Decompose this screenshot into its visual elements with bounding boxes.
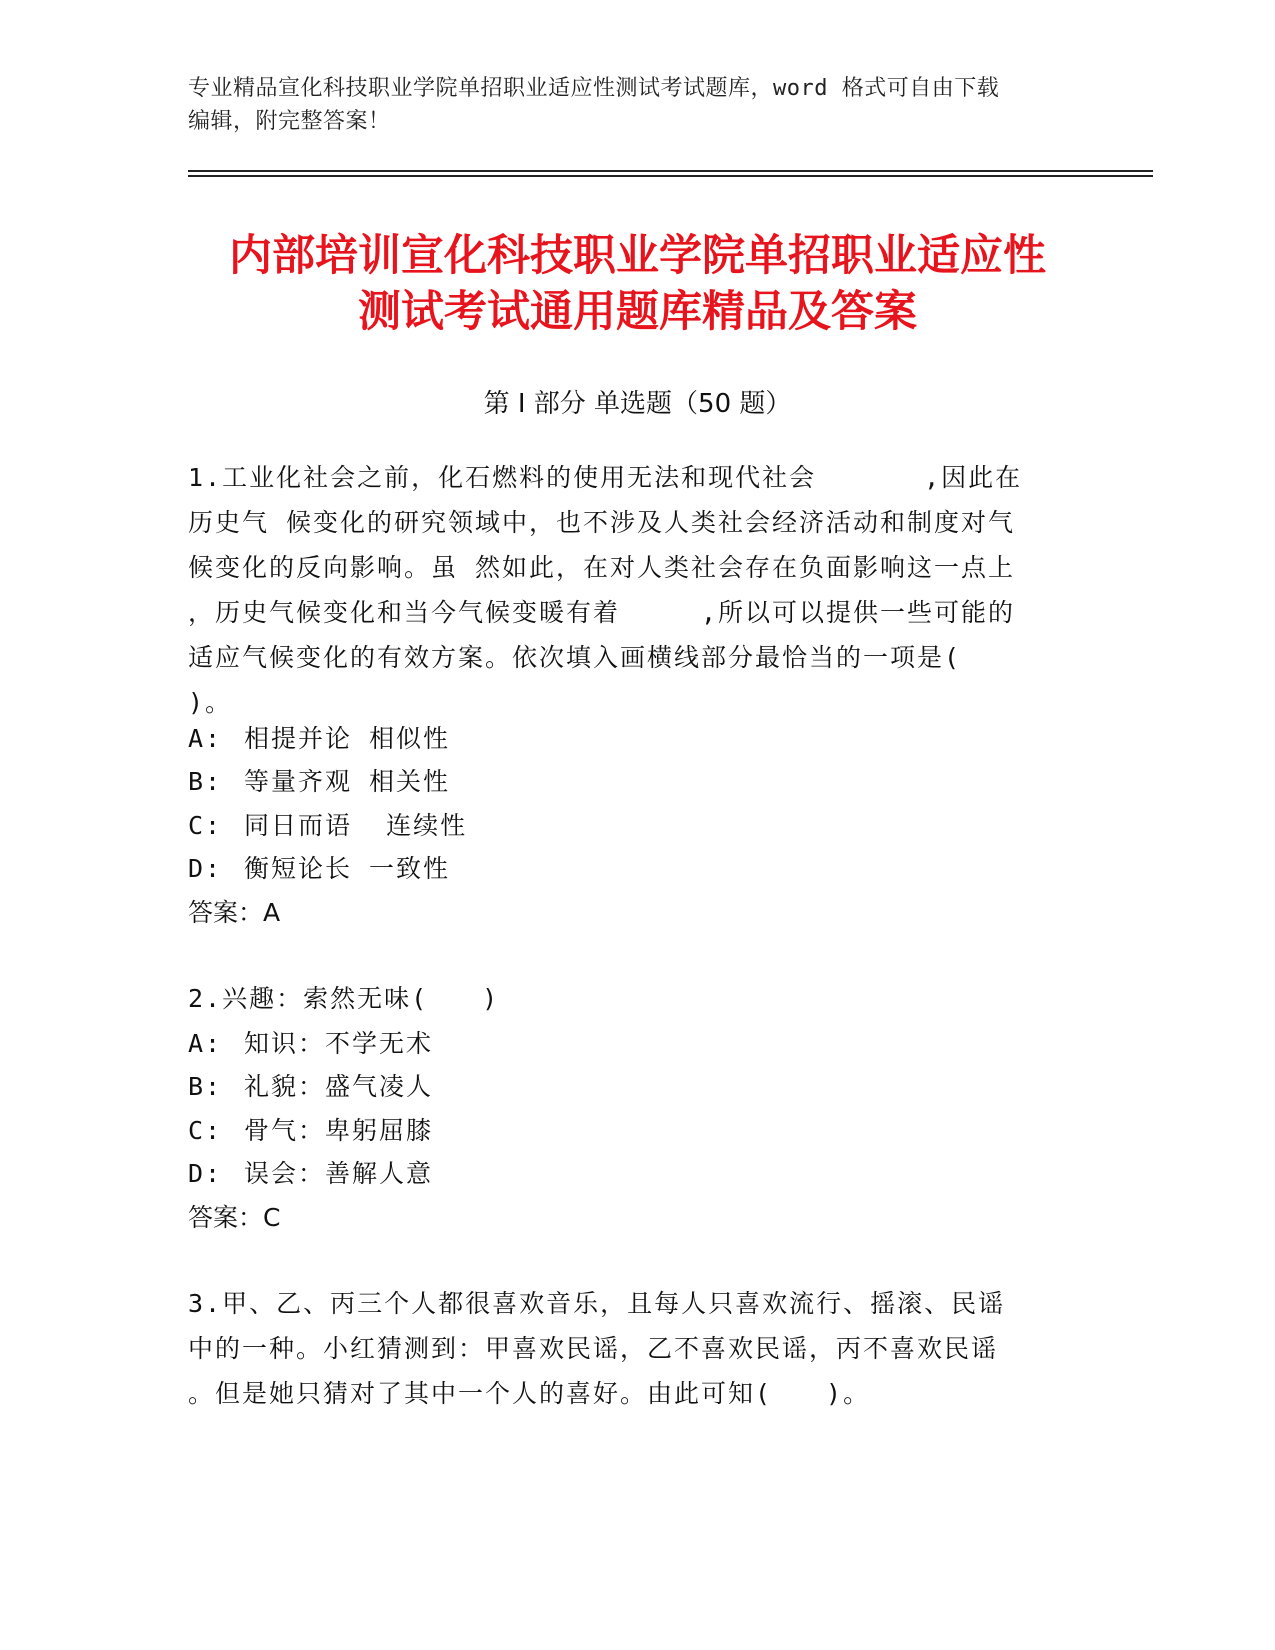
option-text: 衡短论长 一致性 [244,854,451,883]
option-text: 知识：不学无术 [244,1029,434,1058]
question-line: 候变化的反向影响。虽 然如此，在对人类社会存在负面影响这一点上 [188,553,1016,582]
question-1-option-b [188,765,450,799]
question-3-stem [188,1281,1088,1416]
question-2-option-a [188,1027,433,1061]
question-line: ，历史气候变化和当今气候变暖有着 ,所以可以提供一些可能的 [188,598,1016,627]
option-text: 相提并论 相似性 [244,724,451,753]
question-line: 适应气候变化的有效方案。依次填入画横线部分最恰当的一项是( [188,643,962,672]
question-line: 历史气 候变化的研究领域中，也不涉及人类社会经济活动和制度对气 [188,508,1016,537]
option-key: B: [188,1072,223,1101]
option-text: 误会：善解人意 [244,1159,434,1188]
option-key: A: [188,1029,223,1058]
question-1-option-c [188,809,467,843]
option-text: 礼貌：盛气凌人 [244,1072,434,1101]
question-1-answer: 答案：A [188,898,281,927]
header-divider-bottom [188,175,1153,177]
question-2-answer: 答案：C [188,1203,281,1232]
header-divider-top [188,170,1153,172]
option-text: 等量齐观 相关性 [244,767,451,796]
option-key: C: [188,811,223,840]
question-2-stem [188,976,1088,1021]
question-1-stem [188,455,1088,725]
title-line: 测试考试通用题库精品及答案 [358,287,917,337]
header-note-line: 编辑，附完整答案！ [188,109,391,134]
section-heading: 第 I 部分 单选题（50 题） [483,389,792,419]
question-line: 。但是她只猜对了其中一个人的喜好。由此可知( )。 [188,1379,871,1408]
title-line: 内部培训宣化科技职业学院单招职业适应性 [229,231,1046,281]
option-text: 同日而语 连续性 [244,811,468,840]
question-2-option-c [188,1114,433,1148]
question-1-option-d [188,852,450,886]
question-line: 3.甲、乙、丙三个人都很喜欢音乐，且每人只喜欢流行、摇滚、民谣 [188,1289,1006,1318]
option-key: A: [188,724,223,753]
question-1-option-a [188,722,450,756]
option-key: C: [188,1116,223,1145]
option-text: 骨气：卑躬屈膝 [244,1116,434,1145]
header-note-line: 专业精品宣化科技职业学院单招职业适应性测试考试题库，word 格式可自由下载 [188,76,1000,101]
option-key: D: [188,1159,223,1188]
option-key: D: [188,854,223,883]
header-note [188,72,1088,138]
question-line: )。 [188,688,233,717]
option-key: B: [188,767,223,796]
question-line: 中的一种。小红猜测到：甲喜欢民谣，乙不喜欢民谣，丙不喜欢民谣 [188,1334,999,1363]
question-line: 1.工业化社会之前，化石燃料的使用无法和现代社会 ,因此在 [188,463,1023,492]
question-2-option-d [188,1157,433,1191]
question-2-option-b [188,1070,433,1104]
document-title [100,228,1175,340]
question-line: 2.兴趣：索然无味( ) [188,984,500,1013]
